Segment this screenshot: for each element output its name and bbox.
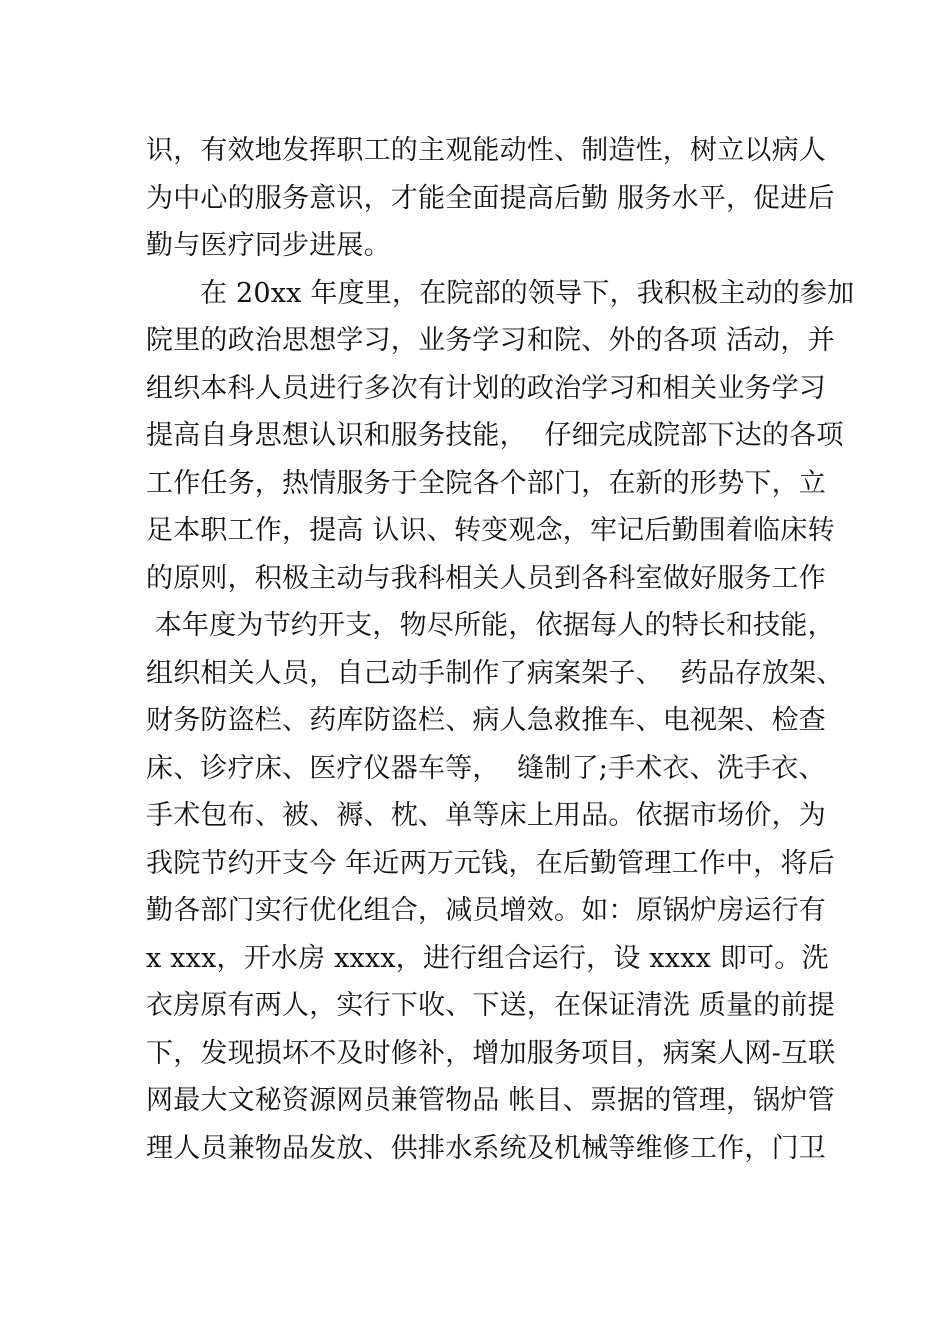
text-line: 勤与医疗同步进展。 — [146, 230, 391, 261]
text-line: 工作任务，热情服务于全院各个部门，在新的形势下，立 — [146, 467, 826, 499]
text-line: 勤各部门实行优化组合，减员增效。如：原锅炉房运行有 — [146, 895, 826, 926]
text-line: 的原则，积极主动与我科相关人员到各科室做好服务工作 — [146, 562, 826, 594]
text-line: x xxx，开水房 xxxx，进行组合运行，设 xxxx 即可。洗 — [146, 942, 829, 974]
text-line: 理人员兼物品发放、供排水系统及机械等维修工作，门卫 — [146, 1132, 826, 1164]
text-line: 床、诊疗床、医疗仪器车等， 缝制了;手术衣、洗手衣、 — [146, 752, 826, 784]
text-line: 我院节约开支今 年近两万元钱，在后勤管理工作中，将后 — [146, 847, 835, 879]
text-line: 组织相关人员，自己动手制作了病案架子、 药品存放架、 — [146, 657, 844, 689]
text-line: 财务防盗栏、药库防盗栏、病人急救推车、电视架、检查 — [146, 705, 826, 736]
text-line: 提高自身思想认识和服务技能， 仔细完成院部下达的各项 — [146, 420, 844, 451]
text-line: 组织本科人员进行多次有计划的政治学习和相关业务学习 — [146, 372, 826, 404]
text-line: 为中心的服务意识，才能全面提高后勤 服务水平，促进后 — [146, 182, 835, 214]
paragraph-first-line: 在 20xx 年度里，在院部的领导下，我积极主动的参加 — [200, 277, 855, 309]
body-text — [146, 127, 855, 1172]
text-line: 院里的政治思想学习，业务学习和院、外的各项 活动，并 — [146, 325, 835, 356]
text-line: 网最大文秘资源网员兼管物品 帐目、票据的管理，锅炉管 — [146, 1085, 835, 1116]
text-line: 本年度为节约开支，物尽所能，依据每人的特长和技能， — [146, 610, 835, 641]
text-line: 足本职工作，提高 认识、转变观念，牢记后勤围着临床转 — [146, 515, 835, 546]
text-line: 衣房原有两人，实行下收、下送，在保证清洗 质量的前提 — [146, 990, 835, 1021]
text-line: 手术包布、被、褥、枕、单等床上用品。依据市场价，为 — [146, 800, 826, 831]
text-line: 下，发现损坏不及时修补，增加服务项目，病案人网-互联 — [146, 1037, 836, 1069]
text-line: 识，有效地发挥职工的主观能动性、制造性，树立以病人 — [146, 135, 826, 166]
